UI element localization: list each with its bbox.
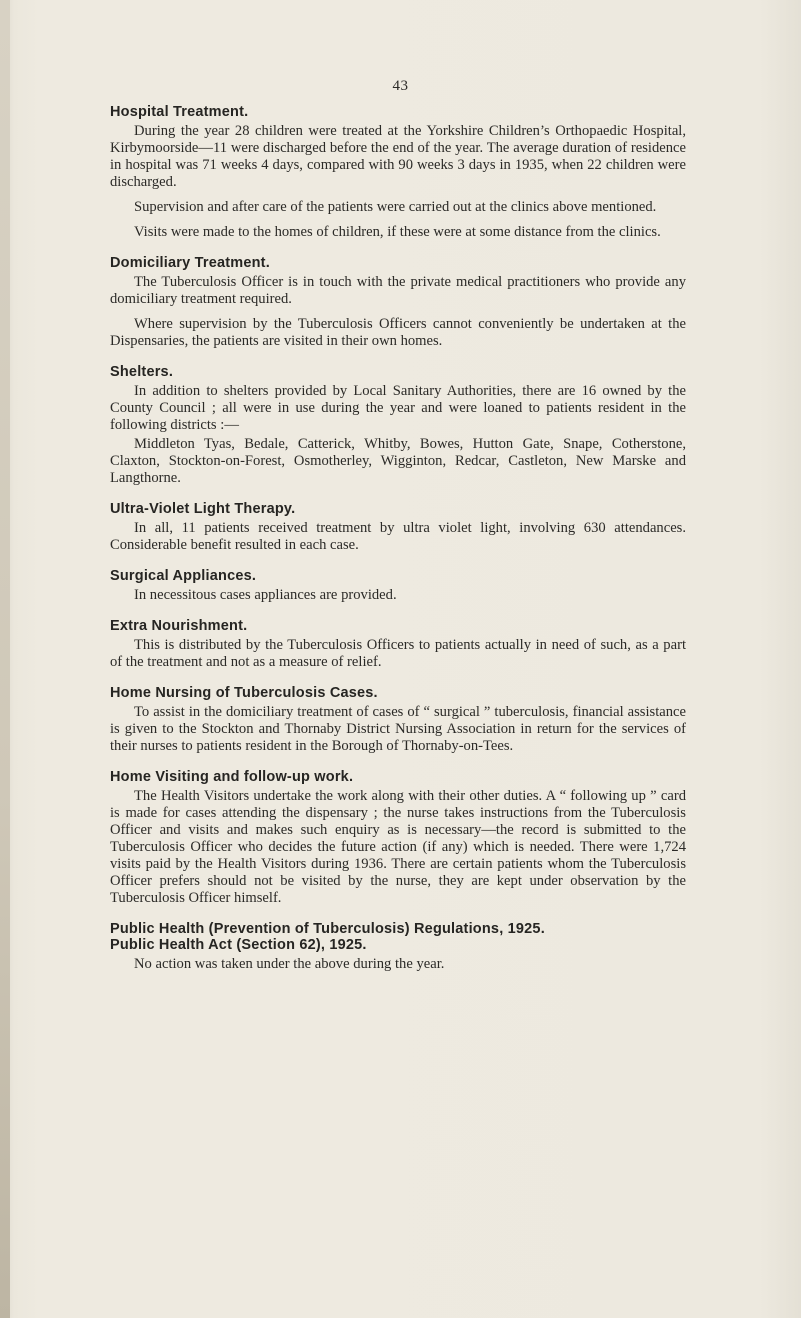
section-heading: Public Health Act (Section 62), 1925.: [110, 937, 367, 953]
section-heading: Home Nursing of Tuberculosis Cases.: [110, 685, 378, 701]
paragraph: Visits were made to the homes of children, if these were at some distance from the clinics.: [134, 224, 661, 240]
section-heading: Hospital Treatment.: [110, 104, 249, 120]
section-heading: Home Visiting and follow-up work.: [110, 769, 354, 785]
paragraph: The Tuberculosis Officer is in touch with the private medical practitioners who provide any domiciliary treatment required.: [110, 274, 686, 307]
section-public-health-regulations: [110, 921, 686, 973]
section-ultra-violet-light-therapy: [110, 501, 686, 554]
section-heading: Surgical Appliances.: [110, 568, 257, 584]
section-heading: Ultra-Violet Light Therapy.: [110, 501, 296, 517]
binding-gutter: [0, 0, 10, 1318]
section-heading: Domiciliary Treatment.: [110, 255, 270, 271]
section-heading: Public Health (Prevention of Tuberculosis) Regulations, 1925.: [110, 921, 545, 937]
page-content: [110, 104, 686, 973]
section-heading: Shelters.: [110, 364, 174, 380]
paragraph: Supervision and after care of the patients were carried out at the clinics above mentioned.: [134, 199, 657, 215]
section-heading: Extra Nourishment.: [110, 618, 248, 634]
section-shelters: [110, 364, 686, 487]
paragraph: During the year 28 children were treated at the Yorkshire Children’s Orthopaedic Hospital, Kirbymoorside—11 were discharged before the end of the year. The average duration of residence in hospital was 71 weeks 4 days, compared with 90 weeks 3 days in 1935, when 22 children were discharged.: [110, 123, 686, 190]
paragraph: In addition to shelters provided by Local Sanitary Authorities, there are 16 owned by the County Council ; all were in use during the year and were loaned to patients resident in the following districts :—: [110, 383, 686, 433]
paragraph: The Health Visitors undertake the work along with their other duties. A “ following up ” card is made for cases attending the dispensary ; the nurse takes instructions from the Tuberculosis Officer and visits and makes such enquiry as is necessary—the record is submitted to the Tuberculosis Officer who decides the future action (if any) which is needed. There were 1,724 visits paid by the Health Visitors during 1936. There are certain patients whom the Tuberculosis Officer prefers should not be visited by the nurse, they are kept under observation by the Tuberculosis Officer himself.: [110, 788, 686, 906]
section-home-nursing: [110, 685, 686, 755]
paragraph: This is distributed by the Tuberculosis Officers to patients actually in need of such, as a part of the treatment and not as a measure of relief.: [110, 637, 686, 670]
paragraph: No action was taken under the above during the year.: [134, 956, 445, 972]
section-hospital-treatment: [110, 104, 686, 241]
section-domiciliary-treatment: [110, 255, 686, 350]
paragraph: Middleton Tyas, Bedale, Catterick, Whitby, Bowes, Hutton Gate, Snape, Cotherstone, Claxton, Stockton-on-Forest, Osmotherley, Wigginton, Redcar, Castleton, New Marske and Langthorne.: [110, 436, 686, 486]
paragraph: Where supervision by the Tuberculosis Officers cannot conveniently be undertaken at the Dispensaries, the patients are visited in their own homes.: [110, 316, 686, 349]
paragraph: To assist in the domiciliary treatment of cases of “ surgical ” tuberculosis, financial assistance is given to the Stockton and Thornaby District Nursing Association in return for the services of their nurses to patients resident in the Borough of Thornaby-on-Tees.: [110, 704, 686, 754]
section-surgical-appliances: [110, 568, 686, 604]
paragraph: In necessitous cases appliances are provided.: [134, 587, 397, 603]
page-number: 43: [392, 78, 409, 94]
section-home-visiting: [110, 769, 686, 907]
section-extra-nourishment: [110, 618, 686, 671]
paragraph: In all, 11 patients received treatment by ultra violet light, involving 630 attendances. Considerable benefit resulted in each case.: [110, 520, 686, 553]
